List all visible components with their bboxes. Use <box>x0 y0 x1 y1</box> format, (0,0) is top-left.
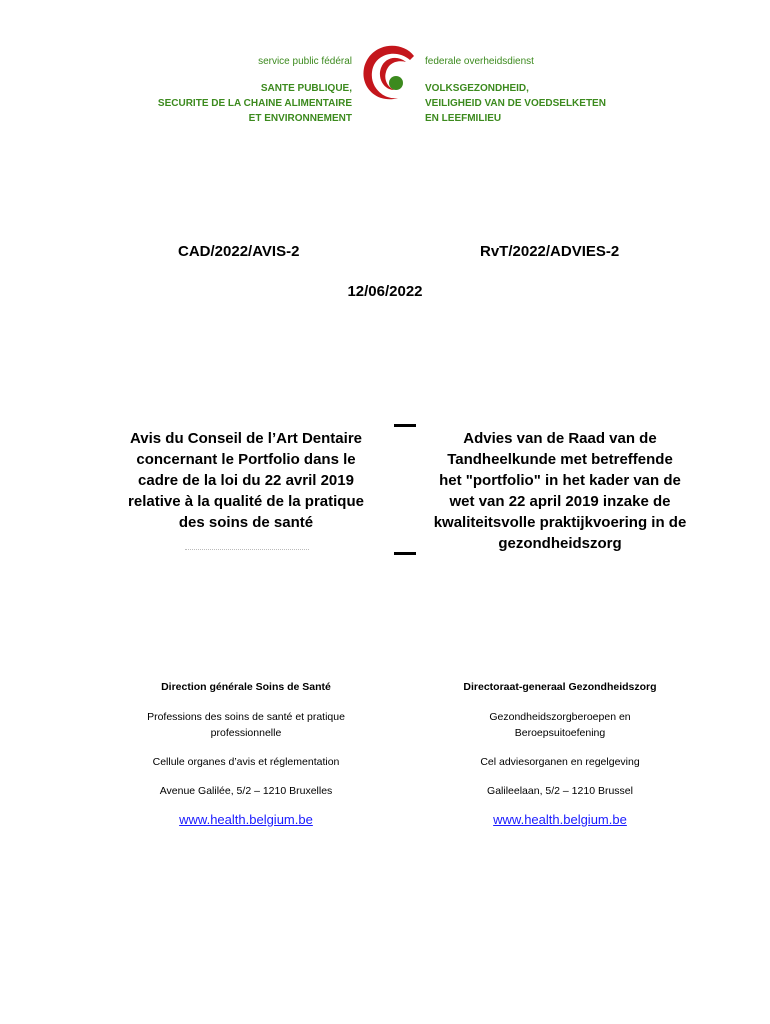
belgian-fps-logo <box>358 42 422 106</box>
ministry-line: ET ENVIRONNEMENT <box>248 113 352 124</box>
logo-red-arc <box>363 46 414 99</box>
service-line: Gezondheidszorgberoepen en <box>489 711 631 723</box>
dg-nl: Directoraat-generaal Gezondheidszorg <box>463 681 657 693</box>
reference-nl: RvT/2022/ADVIES-2 <box>480 243 620 260</box>
title-line: wet van 22 april 2019 inzake de <box>449 493 671 510</box>
ministry-line: SANTE PUBLIQUE, <box>260 83 352 94</box>
ministry-line: EN LEEFMILIEU <box>425 113 502 124</box>
title-line: Avis du Conseil de l’Art Dentaire <box>130 430 362 447</box>
title-fr <box>112 428 380 533</box>
federale-overheidsdienst-label: federale overheidsdienst <box>425 56 534 67</box>
title-nl <box>410 428 710 554</box>
title-line: Advies van de Raad van de <box>463 430 657 447</box>
ministry-line: VEILIGHEID VAN DE VOEDSELKETEN <box>425 98 606 109</box>
title-line: gezondheidszorg <box>498 535 622 552</box>
title-fr-underline <box>185 549 309 550</box>
reference-fr: CAD/2022/AVIS-2 <box>178 243 300 260</box>
address-fr: Avenue Galilée, 5/2 – 1210 Bruxelles <box>159 785 333 797</box>
title-line: des soins de santé <box>178 514 314 531</box>
title-line: relative à la qualité de la pratique <box>128 493 364 510</box>
ministry-name-nl <box>425 81 685 126</box>
title-line: Tandheelkunde met betreffende <box>447 451 673 468</box>
service-public-federal-label: service public fédéral <box>258 56 352 67</box>
title-line: kwaliteitsvolle praktijkvoering in de <box>433 514 687 531</box>
website-link-fr[interactable]: www.health.belgium.be <box>179 812 313 827</box>
document-date: 12/06/2022 <box>347 283 423 300</box>
title-line: het "portfolio" in het kader van de <box>439 472 681 489</box>
ministry-line: VOLKSGEZONDHEID, <box>425 83 529 94</box>
service-line: professionnelle <box>210 727 282 739</box>
service-line: Beroepsuitoefening <box>514 727 606 739</box>
service-fr <box>106 709 386 741</box>
cell-fr: Cellule organes d’avis et réglementation <box>152 756 340 768</box>
title-line: cadre de la loi du 22 avril 2019 <box>138 472 354 489</box>
service-line: Professions des soins de santé et pratique <box>147 711 345 723</box>
service-nl <box>420 709 700 741</box>
website-link-nl[interactable]: www.health.belgium.be <box>493 812 627 827</box>
ministry-name-fr <box>120 81 352 126</box>
logo-green-dot <box>389 76 403 90</box>
ministry-line: SECURITE DE LA CHAINE ALIMENTAIRE <box>157 98 352 109</box>
dg-fr: Direction générale Soins de Santé <box>161 681 331 693</box>
title-line: concernant le Portfolio dans le <box>136 451 356 468</box>
address-nl: Galileelaan, 5/2 – 1210 Brussel <box>487 785 633 797</box>
divider-dash-top <box>394 424 416 427</box>
cell-nl: Cel adviesorganen en regelgeving <box>480 756 640 768</box>
